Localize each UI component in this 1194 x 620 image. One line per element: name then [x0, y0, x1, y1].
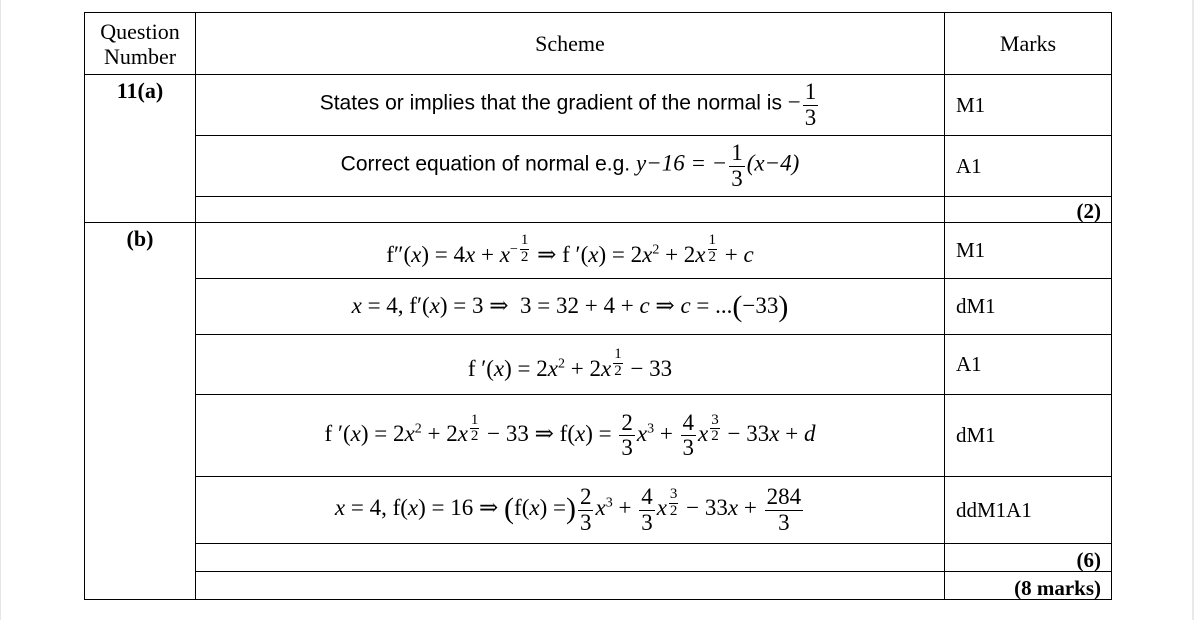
math-b1: $f''(x) = 4x + x^{- \frac{1}{2}}$ ⇒ f $'(x) = 2x^2 + 2x$ $^{\frac{1}{2}}$ + c	[386, 232, 754, 267]
math-b5: x = 4, f(x) = 16 ⇒ (f(x) =) $\frac{2}{3}$ $x^3$ + $\frac{4}{3}$ x $^{\frac{3}{2}}$ − 33x + $\frac{284}{3}$	[334, 484, 802, 535]
header-marks: Marks	[945, 13, 1112, 75]
empty-cell	[196, 572, 945, 600]
empty-cell	[196, 197, 945, 223]
fraction	[803, 80, 819, 129]
subtotal-b: (6)	[945, 544, 1112, 572]
mark-b5: ddM1A1	[945, 477, 1112, 544]
scheme-row-b5	[85, 477, 1112, 544]
header-row	[85, 13, 1112, 75]
scheme-step	[196, 477, 945, 544]
fraction-numerator: 1	[731, 140, 743, 166]
mark-b3: A1	[945, 335, 1112, 395]
scheme-step	[196, 395, 945, 477]
scheme-row-b1	[85, 223, 1112, 279]
fraction-numerator: 1	[804, 79, 817, 105]
total-marks: (8 marks)	[945, 572, 1112, 600]
scheme-row-a1	[85, 75, 1112, 136]
empty-cell	[196, 544, 945, 572]
scheme-step	[196, 136, 945, 197]
math-b2: x = 4, f′(x) = 3 ⇒ 3 = 32 + 4 + c ⇒ c = ...(−33)	[351, 289, 789, 323]
scheme-step	[196, 279, 945, 335]
question-label-11a: 11(a)	[85, 75, 196, 223]
math-b4: f $'(x) = 2x^2 + 2x$ $^{\frac{1}{2}}$ − 33 ⇒ f(x) = $\frac{2}{3}$ $x^3$ + $\frac{4}{3}$ x $^{\frac{3}{2}}$ − 33x + d	[324, 409, 816, 460]
fraction	[729, 141, 745, 190]
step-text: States or implies that the gradient of the normal is	[319, 92, 788, 116]
step-text: Correct equation of normal e.g.	[340, 153, 636, 177]
math-b3: f $'(x) = 2x^2 + 2x$ $^{\frac{1}{2}}$ − 33	[467, 346, 673, 381]
mark-b2: dM1	[945, 279, 1112, 335]
subtotal-row-a	[85, 197, 1112, 223]
mark-b1: M1	[945, 223, 1112, 279]
mark-a1: M1	[945, 75, 1112, 136]
question-label-b: (b)	[85, 223, 196, 600]
equation-lhs: y−16 = −	[635, 151, 728, 177]
subtotal-a: (2)	[945, 197, 1112, 223]
scheme-step	[196, 75, 945, 136]
total-row	[85, 572, 1112, 600]
page-edge-left	[0, 0, 1, 620]
scheme-step	[196, 223, 945, 279]
fraction-denominator: 3	[804, 104, 817, 130]
fraction-denominator: 3	[731, 165, 743, 191]
header-scheme: Scheme	[196, 13, 945, 75]
scheme-row-a2	[85, 136, 1112, 197]
mark-b4: dM1	[945, 395, 1112, 477]
minus-sign: −	[787, 90, 801, 116]
scheme-row-b2	[85, 279, 1112, 335]
scheme-row-b4	[85, 395, 1112, 477]
mark-a2: A1	[945, 136, 1112, 197]
header-question-number: Question Number	[85, 13, 196, 75]
subtotal-row-b	[85, 544, 1112, 572]
scheme-step	[196, 335, 945, 395]
mark-scheme-table	[84, 12, 1112, 600]
scheme-row-b3	[85, 335, 1112, 395]
equation-rhs: (x−4)	[746, 151, 800, 177]
